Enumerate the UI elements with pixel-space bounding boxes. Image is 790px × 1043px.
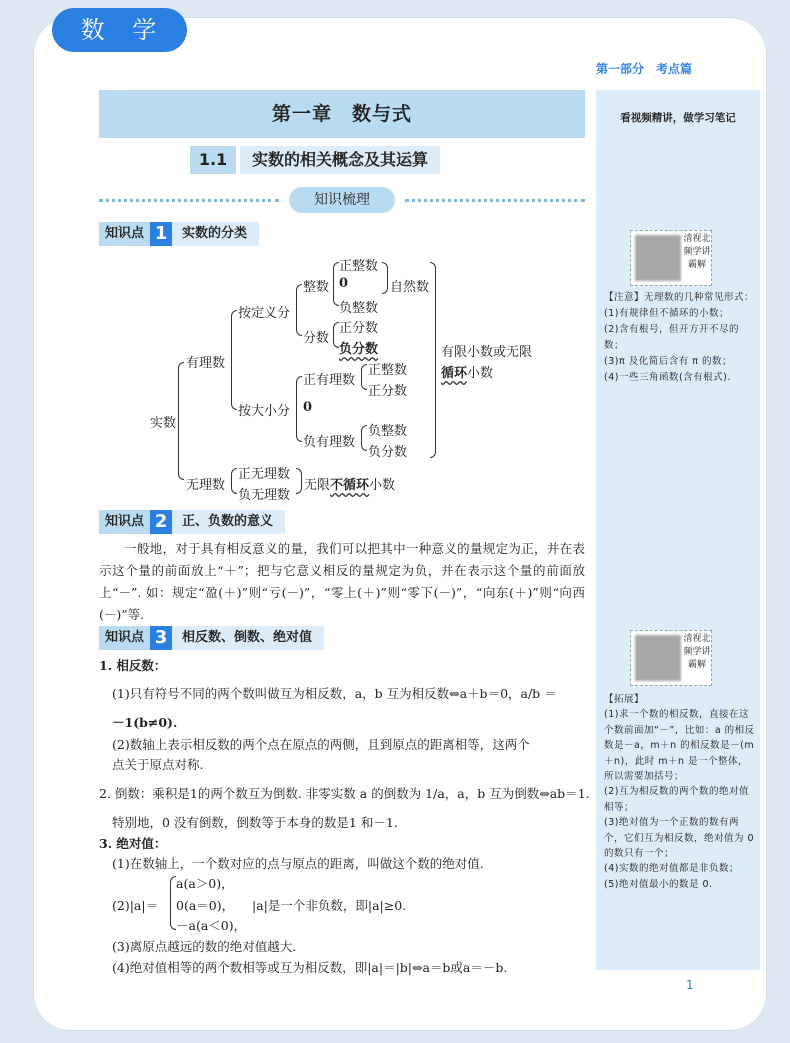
tree-irr-desc-b: 不循环 <box>330 478 370 493</box>
kp3-l1: (1)只有符号不同的两个数叫做互为相反数，a，b 互为相反数⇔a＋b＝0，a/b ＝ <box>112 686 557 701</box>
kp-label: 知识点 <box>99 510 150 534</box>
brace <box>231 468 237 494</box>
tree-cyclic <box>441 362 493 381</box>
tree-neg-int: 负整数 <box>339 301 379 316</box>
kp3-case2: 0(a＝0)， <box>176 898 235 913</box>
tree-irr-desc-a: 无限 <box>304 478 331 493</box>
tree-pos-frac: 正分数 <box>339 321 379 336</box>
tree-irrational: 无理数 <box>186 478 226 493</box>
divider <box>99 199 279 203</box>
divider <box>405 199 585 203</box>
tree-pos-int2: 正整数 <box>368 363 408 378</box>
qr-code-icon <box>635 635 681 681</box>
kp-text: 实数的分类 <box>172 222 259 246</box>
kp3-heading <box>99 626 324 650</box>
kp2-heading <box>99 510 285 534</box>
brace <box>296 468 302 494</box>
sidebar <box>596 90 760 970</box>
kp3-h2: 2. 倒数：乘积是1的两个数互为倒数. 非零实数 a 的倒数为 1/a，a，b 互为倒数⇔ab＝1. <box>99 786 590 801</box>
kp-text: 相反数、倒数、绝对值 <box>172 626 324 650</box>
brace <box>231 310 237 410</box>
section-title: 实数的相关概念及其运算 <box>240 146 440 174</box>
tree-irr-desc <box>304 474 395 493</box>
section-number: 1.1 <box>190 146 236 174</box>
section-heading <box>190 146 440 174</box>
tree-fraction: 分数 <box>303 331 330 346</box>
qr-code-icon <box>635 235 681 281</box>
tree-neg-irr: 负无理数 <box>238 488 291 503</box>
tree-finite: 有限小数或无限 <box>441 345 533 360</box>
kp3-l1b: －1(b≠0). <box>112 715 178 730</box>
tree-neg-int2: 负整数 <box>368 424 408 439</box>
tree-natural: 自然数 <box>390 280 430 295</box>
kp-label: 知识点 <box>99 222 150 246</box>
kp3-l3: 特别地，0 没有倒数，倒数等于本身的数是1 和－1. <box>112 815 398 830</box>
kp3-l4: (1)在数轴上，一个数对应的点与原点的距离，叫做这个数的绝对值. <box>112 856 484 871</box>
kp3-l2b: 点关于原点对称. <box>112 757 204 772</box>
tree-pos-frac2: 正分数 <box>368 384 408 399</box>
tree-zero: 0 <box>339 276 349 291</box>
qr-code-2[interactable] <box>630 630 712 686</box>
tree-zero2: 0 <box>303 400 313 415</box>
kp3-h3: 3. 绝对值： <box>99 836 167 851</box>
tree-pos-int: 正整数 <box>339 259 379 274</box>
brace <box>296 376 302 442</box>
tree-neg-frac: 负分数 <box>339 342 379 357</box>
tree-neg-rational: 负有理数 <box>303 435 356 450</box>
tree-rational: 有理数 <box>186 356 226 371</box>
kp3-l6: (3)离原点越远的数的绝对值越大. <box>112 939 297 954</box>
brace <box>361 364 367 390</box>
tree-integer: 整数 <box>303 280 330 295</box>
brace <box>361 425 367 451</box>
tree-neg-frac2: 负分数 <box>368 445 408 460</box>
page-number: 1 <box>686 978 694 992</box>
qr-code-1[interactable] <box>630 230 712 286</box>
tree-pos-irr: 正无理数 <box>238 467 291 482</box>
tree-pos-rational: 正有理数 <box>303 373 356 388</box>
kp3-l5a: (2)|a|＝ <box>112 898 159 913</box>
pill-row <box>99 187 585 213</box>
running-header: 第一部分 考点篇 <box>596 62 693 76</box>
brace <box>382 262 388 294</box>
knowledge-pill: 知识梳理 <box>289 187 395 213</box>
brace <box>296 284 302 336</box>
subject-tab: 数 学 <box>52 8 187 52</box>
tree-cyclic-a: 循环 <box>441 366 468 381</box>
tree-cyclic-b: 小数 <box>467 366 494 381</box>
kp3-h1: 1. 相反数： <box>99 658 167 673</box>
kp3-case1: a(a＞0)， <box>176 876 234 891</box>
kp3-l5b: |a|是一个非负数，即|a|≥0. <box>252 898 407 913</box>
note-attention: 【注意】无理数的几种常见形式： (1)有规律但不循环的小数； (2)含有根号，但开方开不尽的数； (3)π 及化简后含有 π 的数； (4)一些三角函数(含有根式). <box>604 292 755 383</box>
tree-by-def: 按定义分 <box>238 306 291 321</box>
sidebar-title: 看视频精讲，做学习笔记 <box>620 112 736 124</box>
kp3-l7: (4)绝对值相等的两个数相等或互为相反数，即|a|＝|b|⇔a＝b或a＝－b. <box>112 960 508 975</box>
tree-root: 实数 <box>150 416 177 431</box>
kp3-case3: －a(a＜0)， <box>176 918 247 933</box>
kp-number: 3 <box>150 626 172 650</box>
kp3-l2: (2)数轴上表示相反数的两个点在原点的两侧，且到原点的距离相等，这两个 <box>112 737 530 752</box>
note-extension: 【拓展】 (1)求一个数的相反数，直接在这个数前面加“－”，比如：a 的相反数是－a，m＋n 的相反数是－(m＋n)，此时 m＋n 是一个整体，所以需要加括号； (2)互为相反数的两个数的绝对值相等； (3)绝对值为一个正数的数有两个，它们互为相反数，绝对值为 0 的数只有一个； (4)实数的绝对值都是非负数； (5)绝对值最小的数是 0. <box>604 694 755 890</box>
kp-number: 2 <box>150 510 172 534</box>
chapter-title: 第一章 数与式 <box>99 90 585 138</box>
brace <box>430 262 436 458</box>
kp2-paragraph: 一般地，对于具有相反意义的量，我们可以把其中一种意义的量规定为正，并在表示这个量的前面放上“＋”；把与它意义相反的量规定为负，并在表示这个量的前面放上“－”. 如：规定“盈(＋)”则“亏(－)”，“零上(＋)”则“零下(－)”，“向东(＋)”则“向西(－)”等. <box>99 541 585 622</box>
kp-number: 1 <box>150 222 172 246</box>
kp1-heading <box>99 222 259 246</box>
qr-label: 清视北频学讲霸解 <box>683 234 711 270</box>
qr-label: 清视北频学讲霸解 <box>683 634 711 670</box>
tree-irr-desc-c: 小数 <box>369 478 396 493</box>
kp-label: 知识点 <box>99 626 150 650</box>
kp-text: 正、负数的意义 <box>172 510 285 534</box>
tree-by-size: 按大小分 <box>238 404 291 419</box>
brace <box>178 362 184 480</box>
